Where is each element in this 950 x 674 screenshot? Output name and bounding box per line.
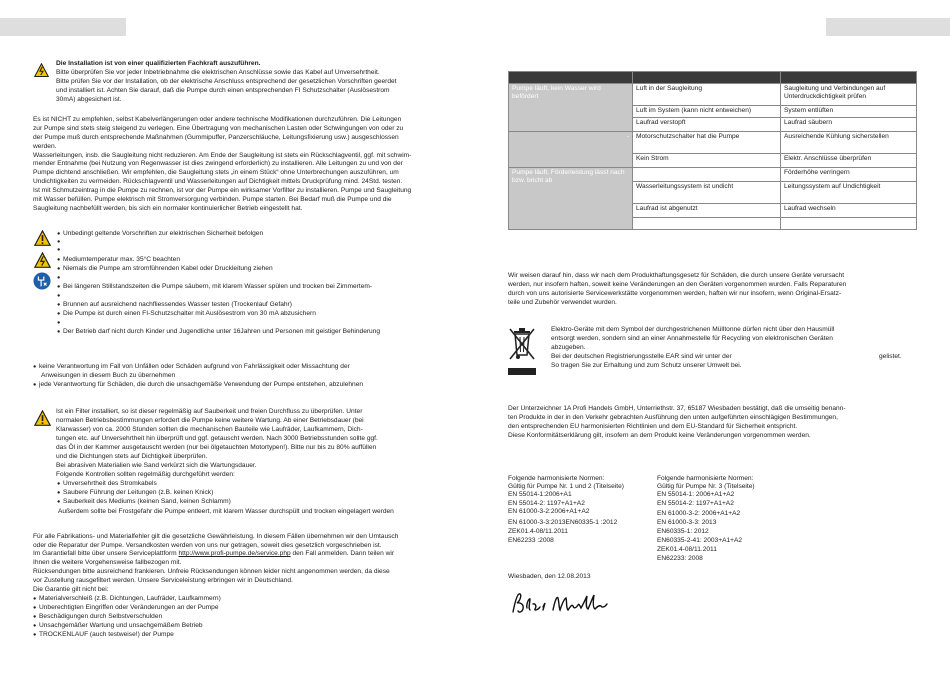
- table-header-cell: [509, 72, 633, 84]
- remedy-cell: Saugleitung und Verbindungen auf Unterdruckdichtigkeit prüfen: [781, 84, 917, 106]
- maint-line-7: Bei abrasiven Materialien wie Sand verkürzt sich die Wartungsdauer.: [56, 462, 257, 469]
- warranty-pre: Im Garantiefall bitte über unsere Serviceplattform: [33, 550, 179, 557]
- table-header-row: [509, 72, 917, 84]
- table-row: [509, 168, 917, 182]
- weee-ear-end: gelistet.: [879, 353, 902, 360]
- weee-line-3: abzugeben.: [551, 344, 586, 351]
- cause-cell: Motorschutzschalter hat die Pumpe: [633, 132, 781, 154]
- electric-warning-icon: [34, 63, 49, 78]
- table-header-cell: [781, 72, 917, 84]
- maint-bullet-2: ● Saubere Führung der Leitungen (z.B. keinen Knick): [57, 489, 213, 497]
- cause-cell: Laufrad ist abgenutzt: [633, 204, 781, 218]
- norms-col2-line-5: EN 61000-3-2: 2006+A1+A2: [657, 510, 741, 517]
- frost-line: Außerdem sollte bei Frostgefahr die Pumpe entleert, mit klarem Wasser durchspült und trocken eingelagert werden: [58, 508, 394, 515]
- para2-line-4: werden.: [33, 143, 57, 150]
- safety-bullet-11: [57, 319, 63, 327]
- warranty-bullet-1: ● Materialverschleiß (z.B. Dichtungen, Laufräder, Laufkammern): [33, 595, 221, 603]
- symptom-cell: Pumpe läuft, kein Wasser wird befördert: [509, 84, 633, 132]
- maint-bullet-3: ● Sauberkeit des Mediums (keinen Sand, keinen Schlamm): [57, 498, 231, 506]
- warranty-bullet-5: ● TROCKENLAUF (auch testweise!) der Pumpe: [33, 631, 174, 639]
- electric-warning-icon-2: [34, 252, 51, 269]
- cause-cell: Luft in der Saugleitung: [633, 84, 781, 106]
- conformity-line-4: Diese Konformitätserklärung gilt, insofern an dem Produkt keine Veränderungen vorgenommen werden.: [508, 432, 811, 439]
- warranty-line-3: [33, 550, 394, 558]
- para2-line-6: mender Entnahme (bei Nutzung von Regenwasser ist dies zwingend erforderlich) zu installieren. Alle Leitungen zu und von der: [33, 160, 403, 167]
- weee-line-2: entsorgt werden, sondern sind an einer Annahmestelle für Recycling von elektronischen Geräten: [551, 335, 833, 342]
- cause-cell: [633, 218, 781, 230]
- safety-bullet-3: [57, 246, 63, 254]
- para2-line-2: zur Pumpe sind stets steig steigend zu verlegen. Eine Übertragung von mechanischen Lasten oder Schwingungen von oder zu: [33, 125, 404, 132]
- warranty-bullet-3: ● Beschädigungen durch Selbstverschulden: [33, 613, 162, 621]
- liability-bullet-2: ● jede Verantwortung für Schäden, die durch die unsachgemäße Verwendung der Pumpe entstehen, abzulehnen: [33, 381, 363, 389]
- para2-line-3: der Pumpe muß durch entsprechende Maßnahmen (Gummipuffer, Panzerschläuche, Leitungsfixierung usw.) ausgeschlossen: [33, 134, 399, 141]
- install-title: Die Installation ist von einer qualifizierten Fachkraft auszuführen.: [56, 60, 261, 67]
- safety-bullet-9: ● Brunnen auf ausreichend nachfliessendes Wasser testen (Trockenlauf Gefahr): [57, 301, 292, 309]
- weee-line-1: Elektro-Geräte mit dem Symbol der durchgestrichenen Mülltonne dürfen nicht über den Hausmüll: [551, 326, 835, 333]
- para2-line-8: Undichtigkeiten zu vermeiden. Rückschlagventil und Wasserleitungen auf Dichtigkeit mittels Druckprüfung mind. 24Std. testen.: [33, 178, 403, 185]
- warranty-bullet-2: ● Unberechtigten Eingriffen oder Veränderungen an der Pumpe: [33, 604, 219, 612]
- service-link[interactable]: http://www.profi-pumpe.de/service.php: [178, 550, 291, 557]
- warranty-line-6: vor Zustellung rausgefiltert werden. Unsere Serviceleistung erbringen wir in Deutschland.: [33, 577, 293, 584]
- warranty-line-4: Ihnen die weitere Vorgehensweise fallbezogen mit.: [33, 559, 182, 566]
- safety-bullet-5: ● Niemals die Pumpe am stromführenden Kabel oder Druckleitung ziehen: [57, 265, 273, 273]
- warning-icon-2: [34, 410, 51, 427]
- remedy-cell: Leitungssystem auf Undichtigkeit: [781, 182, 917, 204]
- safety-bullet-12: ● Der Betrieb darf nicht durch Kinder und Jugendliche unter 16Jahren und Personen mit geistiger Behinderung: [57, 328, 380, 336]
- install-line-3: und installiert ist. Achten Sie darauf, daß die Pumpe durch einen entsprechenden FI Schutzschalter (Auslösestrom: [56, 87, 390, 94]
- para2-line-11: Saugleitung nachbefüllt werden, bis sich ein normaler kontinuierlicher Betrieb eingestellt hat.: [33, 205, 303, 212]
- header-tab-right: [826, 18, 950, 36]
- maint-line-1: Ist ein Filter installiert, so ist dieser regelmäßig auf Sauberkeit und freien Durchfluss zu überprüfen. Unter: [56, 408, 363, 415]
- para2-line-7: Pumpe dichtend anschließen. Wir empfehlen, die Saugleitung stets „in einem Stück“ ohne Unterbrechungen auszuführen, um: [33, 169, 399, 176]
- header-tab-left: [0, 18, 126, 36]
- remedy-cell: Förderhöhe verringern: [781, 168, 917, 182]
- weee-line-last: So tragen Sie zur Erhaltung und zum Schutz unserer Umwelt bei.: [551, 362, 742, 369]
- cause-cell: Wasserleitungssystem ist undicht: [633, 182, 781, 204]
- warranty-line-1: Für alle Fabrikations- und Materialfehler gilt die gesetzliche Gewährleistung. In diesem Fällen übernehmen wir den Umtausch: [33, 533, 399, 540]
- maint-line-8: Folgende Kontrollen sollten regelmäßig durchgeführt werden:: [56, 471, 235, 478]
- warranty-line-2: oder die Reparatur der Pumpe. Versandkosten werden von uns nur getragen, soweit dies gesetzlich vorgeschrieben ist.: [33, 542, 382, 549]
- install-line-4: 30mA) abgesichert ist.: [56, 96, 122, 103]
- remedy-cell: Laufrad wechseln: [781, 204, 917, 218]
- product-liability-line-2: werden, nur insofern haften, soweit keine Veränderungen an den Geräten vorgenommen wurden. Falls Reparaturen: [508, 281, 847, 288]
- cause-cell: Laufrad verstopft: [633, 118, 781, 132]
- install-line-2: Bitte prüfen Sie vor der Installation, ob der elektrische Anschluss entsprechend der gesetzlichen Vorschriften geerdet: [56, 78, 397, 85]
- maint-line-3: Klarwasser) von ca. 2000 Stunden sollten die mechanischen Bauteile wie Laufräder, Laufkammern, Dich-: [56, 426, 363, 433]
- norms-col2-line-1: Folgende harmonisierte Normen:: [657, 475, 754, 482]
- table-header-cell: [633, 72, 781, 84]
- warranty-line-7: Die Garantie gilt nicht bei:: [33, 586, 109, 593]
- norms-col2-line-4: EN 55014-2: 1197+A1+A2: [657, 500, 734, 507]
- norms-col2-line-6: EN 61000-3-3: 2013: [657, 519, 717, 526]
- warranty-bullet-4: ● Unsachgemäßer Wartung und unsachgemäßem Betrieb: [33, 622, 203, 630]
- safety-bullet-10: ● Die Pumpe ist durch einen FI-Schutzschalter mit Auslösestrom von 30 mA abzusichern: [57, 310, 316, 318]
- product-liability-line-3: durch von uns autorisierte Servicewerkstätte vorgenommen werden, haften wir nur insofern, wenn Original-Ersatz-: [508, 290, 842, 297]
- product-liability-line-4: teile und Zubehör verwendet wurden.: [508, 299, 617, 306]
- symptom-cell: Pumpe läuft, Förderleistung lässt nach bzw. bricht ab: [509, 168, 633, 230]
- norms-col2-line-8: EN60335-2-41: 2003+A1+A2: [657, 537, 743, 544]
- unplug-icon: [33, 272, 51, 290]
- troubleshooting-table: [508, 71, 917, 230]
- signature-image: [509, 590, 621, 618]
- norms-col1-line-3: EN 55014-1:2006+A1: [508, 491, 572, 498]
- liability-bullet-1: ● keine Verantwortung im Fall von Unfällen oder Schäden aufgrund von Fahrlässigkeit oder Missachtung der: [33, 363, 350, 371]
- remedy-cell: Ausreichende Kühlung sicherstellen: [781, 132, 917, 154]
- cause-cell: [633, 168, 781, 182]
- weee-ear-line: Bei der deutschen Registrierungsstelle EAR sind wir unter der: [551, 353, 732, 360]
- maint-bullet-1: ● Unversehrtheit des Stromkabels: [57, 480, 157, 488]
- warning-icon: [34, 230, 51, 247]
- para2-line-5: Wasserleitungen, insb. die Saugleitung nicht reduzieren. Am Ende der Saugleitung ist stets ein Rückschlagventil, ggf. mit schwim-: [33, 152, 412, 159]
- para2-line-10: mit Wasser befüllen. Pumpe elektrisch mit Stromversorgung verbinden. Pumpe starten. Bei Bedarf muß die Pumpe und die: [33, 196, 392, 203]
- norms-col1-line-6: EN 61000-3-3:2013EN60335-1 :2012: [508, 519, 618, 526]
- maint-line-6: und die Dichtungen stets auf Dichtigkeit überprüfen.: [56, 453, 208, 460]
- norms-col2-line-10: EN62233: 2008: [657, 555, 703, 562]
- place-date: Wiesbaden, den 12.08.2013: [508, 573, 591, 580]
- safety-bullet-7: ● Bei längeren Stillstandszeiten die Pumpe säubern, mit klarem Wasser spülen und trocken bei Zimmertem-: [57, 283, 372, 291]
- liability-bullet-1-cont: Anweisungen in diesem Buch zu übernehmen: [41, 372, 176, 379]
- warranty-line-5: Rücksendungen bitte ausreichend frankieren. Unfreie Rücksendungen können leider nicht angenommen werden, da diese: [33, 568, 390, 575]
- norms-col1-line-1: Folgende harmonisierte Normen:: [508, 475, 605, 482]
- product-liability-line-1: Wir weisen darauf hin, dass wir nach dem Produkthaftungsgesetz für Schäden, die durch unsere Geräte verursacht: [508, 272, 845, 279]
- safety-bullet-8: [57, 292, 63, 300]
- conformity-line-2: ten Produkte in der in den Verkehr gebrachten Ausführung den unten aufgeführten einschlägigen Bestimmungen,: [508, 414, 838, 421]
- remedy-cell: Laufrad säubern: [781, 118, 917, 132]
- norms-col1-line-8: EN62233 :2008: [508, 537, 554, 544]
- norms-col1-line-2: Gültig für Pumpe Nr. 1 und 2 (Titelseite): [508, 483, 624, 490]
- maint-line-5: das Öl in der Kammer ausgetauscht werden (nur bei ölgetauchten Motortypen!). Bitte nur bis zu 80% auffüllen: [56, 444, 377, 451]
- safety-bullet-6: [57, 274, 63, 282]
- remedy-cell: System entlüften: [781, 106, 917, 118]
- safety-bullet-4: ● Mediumtemperatur max. 35°C beachten: [57, 256, 180, 264]
- norms-col2-line-7: EN60335-1: 2012: [657, 528, 709, 535]
- conformity-line-1: Der Unterzeichner 1A Profi Handels GmbH, Unterriethstr. 37, 65187 Wiesbaden bestätigt, daß die umseitig benann-: [508, 405, 846, 412]
- symptom-cell: -: [509, 132, 633, 168]
- install-line-1: Bitte überprüfen Sie vor jeder Inbetriebnahme die elektrischen Anschlüsse sowie das Kabel auf Unversehrtheit.: [56, 69, 380, 76]
- maint-line-2: normalen Betriebsbestimmungen erfordert die Pumpe keine weitere Wartung. Ab einer Betriebsdauer (bei: [56, 417, 364, 424]
- maint-line-4: tungen etc. auf Unversehrtheit hin überprüft und ggf. getauscht werden. Nach 3000 Betriebsstunden sollte ggf.: [56, 435, 378, 442]
- norms-col1-line-5: EN 61000-3-2:2006+A1+A2: [508, 508, 590, 515]
- cause-cell: Kein Strom: [633, 154, 781, 168]
- crossed-out-bin-icon: [508, 325, 536, 377]
- table-row: [509, 84, 917, 106]
- warranty-post: den Fall anmelden. Dann teilen wir: [290, 550, 395, 557]
- remedy-cell: [781, 218, 917, 230]
- remedy-cell: Elektr. Anschlüsse überprüfen: [781, 154, 917, 168]
- conformity-line-3: den entsprechenden EU harmonisierten Richtlinien und dem EU-Standard für Sicherheit entspricht.: [508, 423, 798, 430]
- norms-col1-line-7: ZEK01.4-08/11.2011: [508, 528, 568, 535]
- norms-col1-line-4: EN 55014-2: 1197+A1+A2: [508, 500, 585, 507]
- norms-col2-line-9: ZEK01.4-08/11.2011: [657, 546, 717, 553]
- para2-line-9: Ist mit Schmutzeintrag in die Pumpe zu rechnen, ist vor der Pumpe ein wirksamer Vorfilter zu installieren. Pumpe und Saugleitung: [33, 187, 412, 194]
- para2-line-1: Es ist NICHT zu empfehlen, selbst Kabelverlängerungen oder andere technische Modifikationen durchzuführen. Die Leitungen: [33, 116, 402, 123]
- norms-col2-line-2: Gültig für Pumpe Nr. 3 (Titelseite): [657, 483, 755, 490]
- table-row: [509, 132, 917, 154]
- cause-cell: Luft im System (kann nicht entweichen): [633, 106, 781, 118]
- norms-col2-line-3: EN 55014-1: 2006+A1+A2: [657, 491, 735, 498]
- safety-bullet-1: ● Unbedingt geltende Vorschriften zur elektrischen Sicherheit befolgen: [57, 230, 263, 238]
